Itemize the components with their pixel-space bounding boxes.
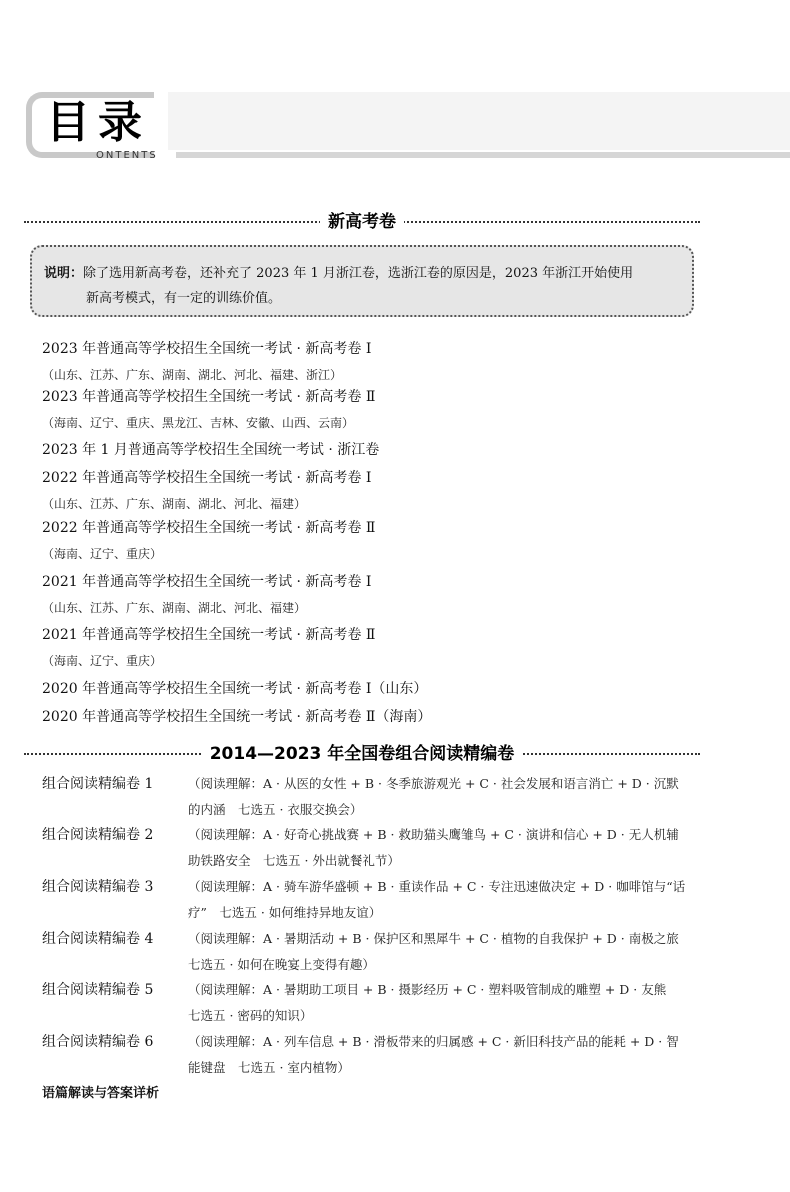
section-heading-new-gaokao xyxy=(24,209,700,235)
entry-title: 2021 年普通高等学校招生全国统一考试 · 新高考卷 Ⅱ xyxy=(42,627,376,643)
combo-desc: （阅读理解：A · 好奇心挑战赛 + B · 救助猫头鹰雏鸟 + C · 演讲和信心 + D · 无人机辅助铁路安全 七选五 · 外出就餐礼节） xyxy=(188,827,679,868)
entry-title: 2022 年普通高等学校招生全国统一考试 · 新高考卷 Ⅱ xyxy=(42,520,376,536)
combo-desc: （阅读理解：A · 从医的女性 + B · 冬季旅游观光 + C · 社会发展和语言消亡 + D · 沉默的内涵 七选五 · 衣服交换会） xyxy=(188,776,679,817)
entry-title: 2021 年普通高等学校招生全国统一考试 · 新高考卷 Ⅰ xyxy=(42,574,372,590)
toc-entry[interactable] xyxy=(42,704,431,730)
section-title: 2014—2023 年全国卷组合阅读精编卷 xyxy=(202,744,523,764)
toc-entry[interactable] xyxy=(42,676,427,702)
toc-entry[interactable] xyxy=(42,515,375,567)
entry-regions: （海南、辽宁、重庆、黑龙江、吉林、安徽、山西、云南） xyxy=(42,416,355,430)
entry-regions: （山东、江苏、广东、湖南、湖北、河北、福建、浙江） xyxy=(42,368,343,382)
note-text-line2: 新高考模式，有一定的训练价值。 xyxy=(86,291,282,306)
header-rule xyxy=(176,152,790,158)
combo-desc: （阅读理解：A · 骑车游华盛顿 + B · 重读作品 + C · 专注迅速做决定 + D · 咖啡馆与“话疗” 七选五 · 如何维持异地友谊） xyxy=(188,879,686,920)
section-heading-combined-reading xyxy=(24,741,700,767)
combo-name: 组合阅读精编卷 4 xyxy=(42,931,154,947)
combo-name: 组合阅读精编卷 2 xyxy=(42,827,154,843)
entry-title: 2023 年 1 月普通高等学校招生全国统一考试 · 浙江卷 xyxy=(42,442,380,458)
entry-title: 2020 年普通高等学校招生全国统一考试 · 新高考卷 Ⅰ（山东） xyxy=(42,681,428,697)
entry-title: 2022 年普通高等学校招生全国统一考试 · 新高考卷 Ⅰ xyxy=(42,470,372,486)
combo-desc: （阅读理解：A · 列车信息 + B · 滑板带来的归属感 + C · 新旧科技产品的能耗 + D · 智能键盘 七选五 · 室内植物） xyxy=(188,1034,679,1075)
toc-entry[interactable] xyxy=(42,622,375,674)
combo-name: 组合阅读精编卷 3 xyxy=(42,879,154,895)
note-box xyxy=(30,245,694,317)
combo-desc: （阅读理解：A · 暑期活动 + B · 保护区和黑犀牛 + C · 植物的自我保护 + D · 南极之旅 七选五 · 如何在晚宴上变得有趣） xyxy=(188,931,692,972)
section-title: 新高考卷 xyxy=(320,212,404,232)
toc-entry[interactable] xyxy=(42,336,371,388)
header-band xyxy=(168,92,790,150)
entry-title: 2023 年普通高等学校招生全国统一考试 · 新高考卷 Ⅱ xyxy=(42,389,376,405)
toc-entry[interactable] xyxy=(42,569,371,621)
toc-entry[interactable] xyxy=(42,437,379,463)
combo-name: 组合阅读精编卷 5 xyxy=(42,982,154,998)
toc-entry[interactable] xyxy=(42,465,371,517)
entry-regions: （海南、辽宁、重庆） xyxy=(42,654,163,668)
toc-entry[interactable] xyxy=(42,384,375,436)
note-label: 说明： xyxy=(44,266,84,281)
note-text-line1: 除了选用新高考卷，还补充了 2023 年 1 月浙江卷，选浙江卷的原因是，2023 年浙江开始使用 xyxy=(83,266,634,281)
entry-title: 2023 年普通高等学校招生全国统一考试 · 新高考卷 Ⅰ xyxy=(42,341,372,357)
entry-regions: （山东、江苏、广东、湖南、湖北、河北、福建） xyxy=(42,601,307,615)
combo-desc: （阅读理解：A · 暑期助工项目 + B · 摄影经历 + C · 塑料吸管制成的雕塑 + D · 友熊 七选五 · 密码的知识） xyxy=(188,982,679,1023)
entry-regions: （海南、辽宁、重庆） xyxy=(42,547,163,561)
entry-regions: （山东、江苏、广东、湖南、湖北、河北、福建） xyxy=(42,497,307,511)
entry-title: 2020 年普通高等学校招生全国统一考试 · 新高考卷 Ⅱ（海南） xyxy=(42,709,432,725)
combo-name: 组合阅读精编卷 1 xyxy=(42,776,154,792)
answer-key-label[interactable]: 语篇解读与答案详析 xyxy=(42,1086,160,1101)
combo-name: 组合阅读精编卷 6 xyxy=(42,1034,154,1050)
page-title: 目录 xyxy=(46,97,150,148)
page-subtitle: ONTENTS xyxy=(96,150,158,161)
